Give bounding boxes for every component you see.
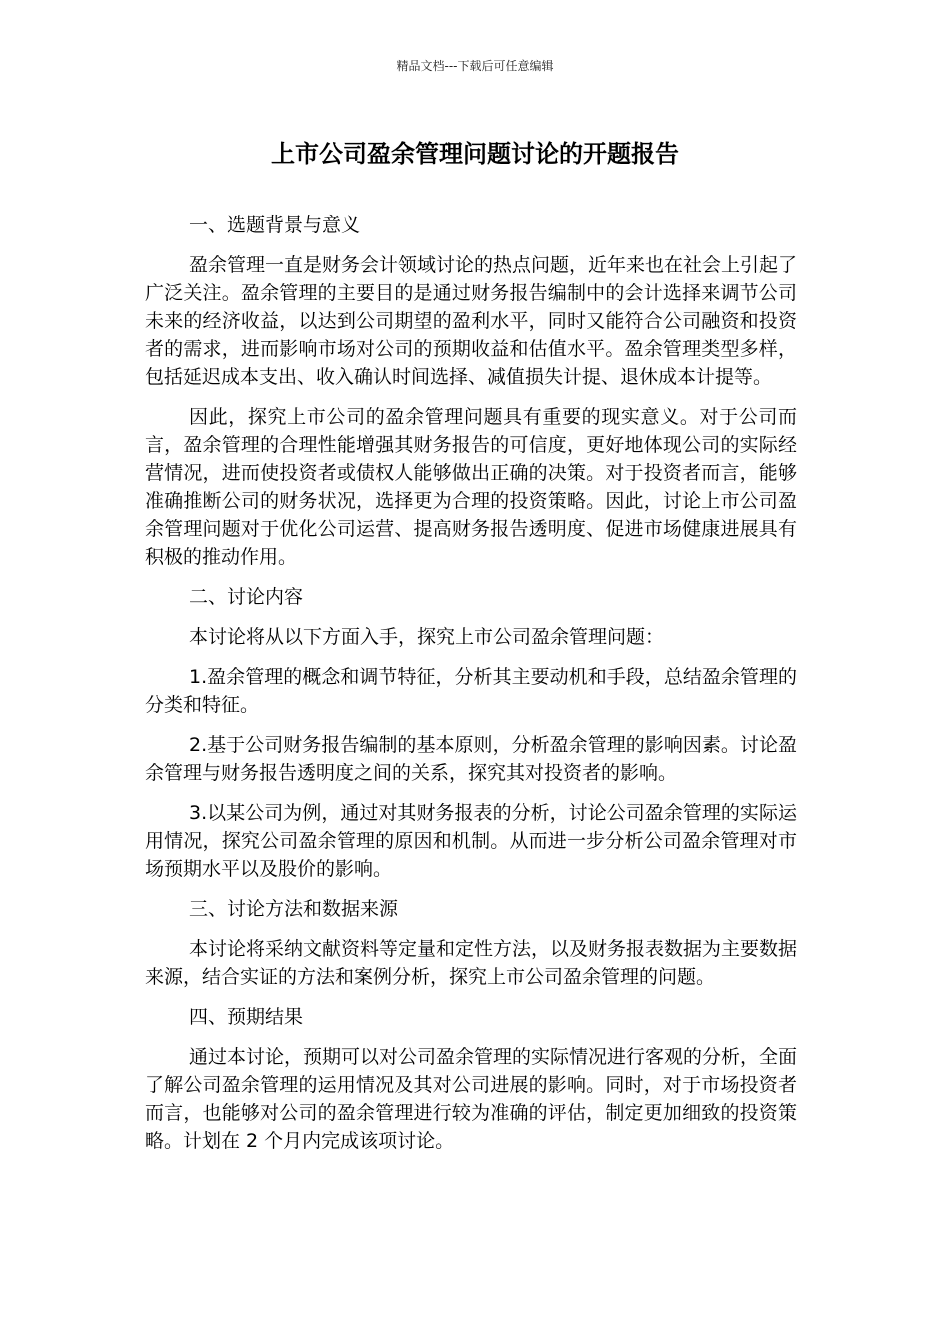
section-heading-results: 四、预期结果 [189,1006,304,1028]
document-title: 上市公司盈余管理问题讨论的开题报告 [271,140,679,168]
header-note: 精品文档---下载后可任意编辑 [396,59,554,73]
list-item: 2.基于公司财务报告编制的基本原则，分析盈余管理的影响因素。讨论盈余管理与财务报告透明度之间的关系，探究其对投资者的影响。 [145,734,797,784]
paragraph: 本讨论将采纳文献资料等定量和定性方法，以及财务报表数据为主要数据来源，结合实证的方法和案例分析，探究上市公司盈余管理的问题。 [145,938,798,988]
section-heading-content: 二、讨论内容 [189,586,304,608]
paragraph: 盈余管理一直是财务会计领域讨论的热点问题，近年来也在社会上引起了广泛关注。盈余管理的主要目的是通过财务报告编制中的会计选择来调节公司未来的经济收益，以达到公司期望的盈利水平，同时又能符合公司融资和投资者的需求，进而影响市场对公司的预期收益和估值水平。盈余管理类型多样，包括延迟成本支出、收入确认时间选择、减值损失计提、退休成本计提等。 [145,254,798,388]
list-item: 1.盈余管理的概念和调节特征，分析其主要动机和手段，总结盈余管理的分类和特征。 [145,666,797,716]
section-heading-background: 一、选题背景与意义 [189,214,361,236]
paragraph: 因此，探究上市公司的盈余管理问题具有重要的现实意义。对于公司而言，盈余管理的合理性能增强其财务报告的可信度，更好地体现公司的实际经营情况，进而使投资者或债权人能够做出正确的决策。对于投资者而言，能够准确推断公司的财务状况，选择更为合理的投资策略。因此，讨论上市公司盈余管理问题对于优化公司运营、提高财务报告透明度、促进市场健康进展具有积极的推动作用。 [145,406,797,568]
document-body [145,211,797,1167]
paragraph: 本讨论将从以下方面入手，探究上市公司盈余管理问题： [189,626,665,648]
paragraph: 通过本讨论，预期可以对公司盈余管理的实际情况进行客观的分析，全面了解公司盈余管理的运用情况及其对公司进展的影响。同时，对于市场投资者而言，也能够对公司的盈余管理进行较为准确的评估，制定更加细致的投资策略。计划在 2 个月内完成该项讨论。 [145,1046,798,1152]
list-item: 3.以某公司为例，通过对其财务报表的分析，讨论公司盈余管理的实际运用情况，探究公司盈余管理的原因和机制。从而进一步分析公司盈余管理对市场预期水平以及股价的影响。 [145,802,797,880]
section-heading-methods: 三、讨论方法和数据来源 [189,898,399,920]
